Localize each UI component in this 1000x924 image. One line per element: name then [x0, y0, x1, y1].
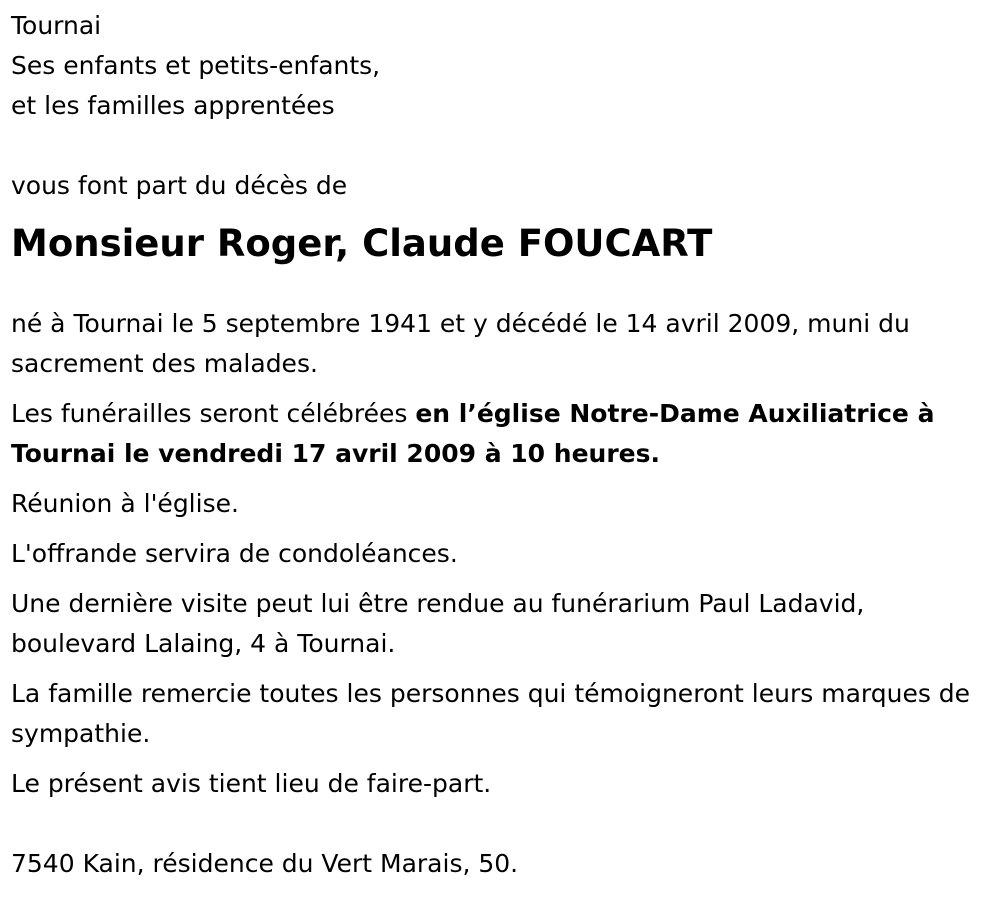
spacer	[11, 574, 986, 584]
spacer	[11, 384, 986, 394]
spacer	[11, 126, 986, 166]
funeral-intro: Les funérailles seront célébrées	[11, 399, 416, 428]
visit-paragraph: Une dernière visite peut lui être rendue au funérarium Paul Ladavid, boulevard Lalaing, 4 à Tournai.	[11, 589, 865, 658]
spacer	[11, 474, 986, 484]
notice-paragraph: Le présent avis tient lieu de faire-part.	[11, 769, 492, 798]
thanks-paragraph: La famille remercie toutes les personnes qui témoigneront leurs marques de sympathie.	[11, 679, 971, 748]
spacer	[11, 754, 986, 764]
spacer	[11, 804, 986, 844]
spacer	[11, 266, 986, 304]
funeral-paragraph	[11, 394, 986, 474]
family-line-2: et les familles apprentées	[11, 91, 335, 120]
spacer	[11, 664, 986, 674]
offering-paragraph: L'offrande servira de condoléances.	[11, 539, 458, 568]
city-line: Tournai	[11, 11, 102, 40]
deceased-name: Monsieur Roger, Claude FOUCART	[11, 222, 713, 265]
funeral-details: en l’église Notre-Dame Auxiliatrice à Tournai le vendredi 17 avril 2009 à 10 heures.	[11, 399, 935, 468]
obituary-notice	[11, 6, 986, 884]
announcement-line: vous font part du décès de	[11, 171, 348, 200]
birth-death-paragraph: né à Tournai le 5 septembre 1941 et y décédé le 14 avril 2009, muni du sacrement des malades.	[11, 309, 910, 378]
spacer	[11, 524, 986, 534]
address-line: 7540 Kain, résidence du Vert Marais, 50.	[11, 849, 519, 878]
meeting-paragraph: Réunion à l'église.	[11, 489, 239, 518]
family-line-1: Ses enfants et petits-enfants,	[11, 51, 381, 80]
